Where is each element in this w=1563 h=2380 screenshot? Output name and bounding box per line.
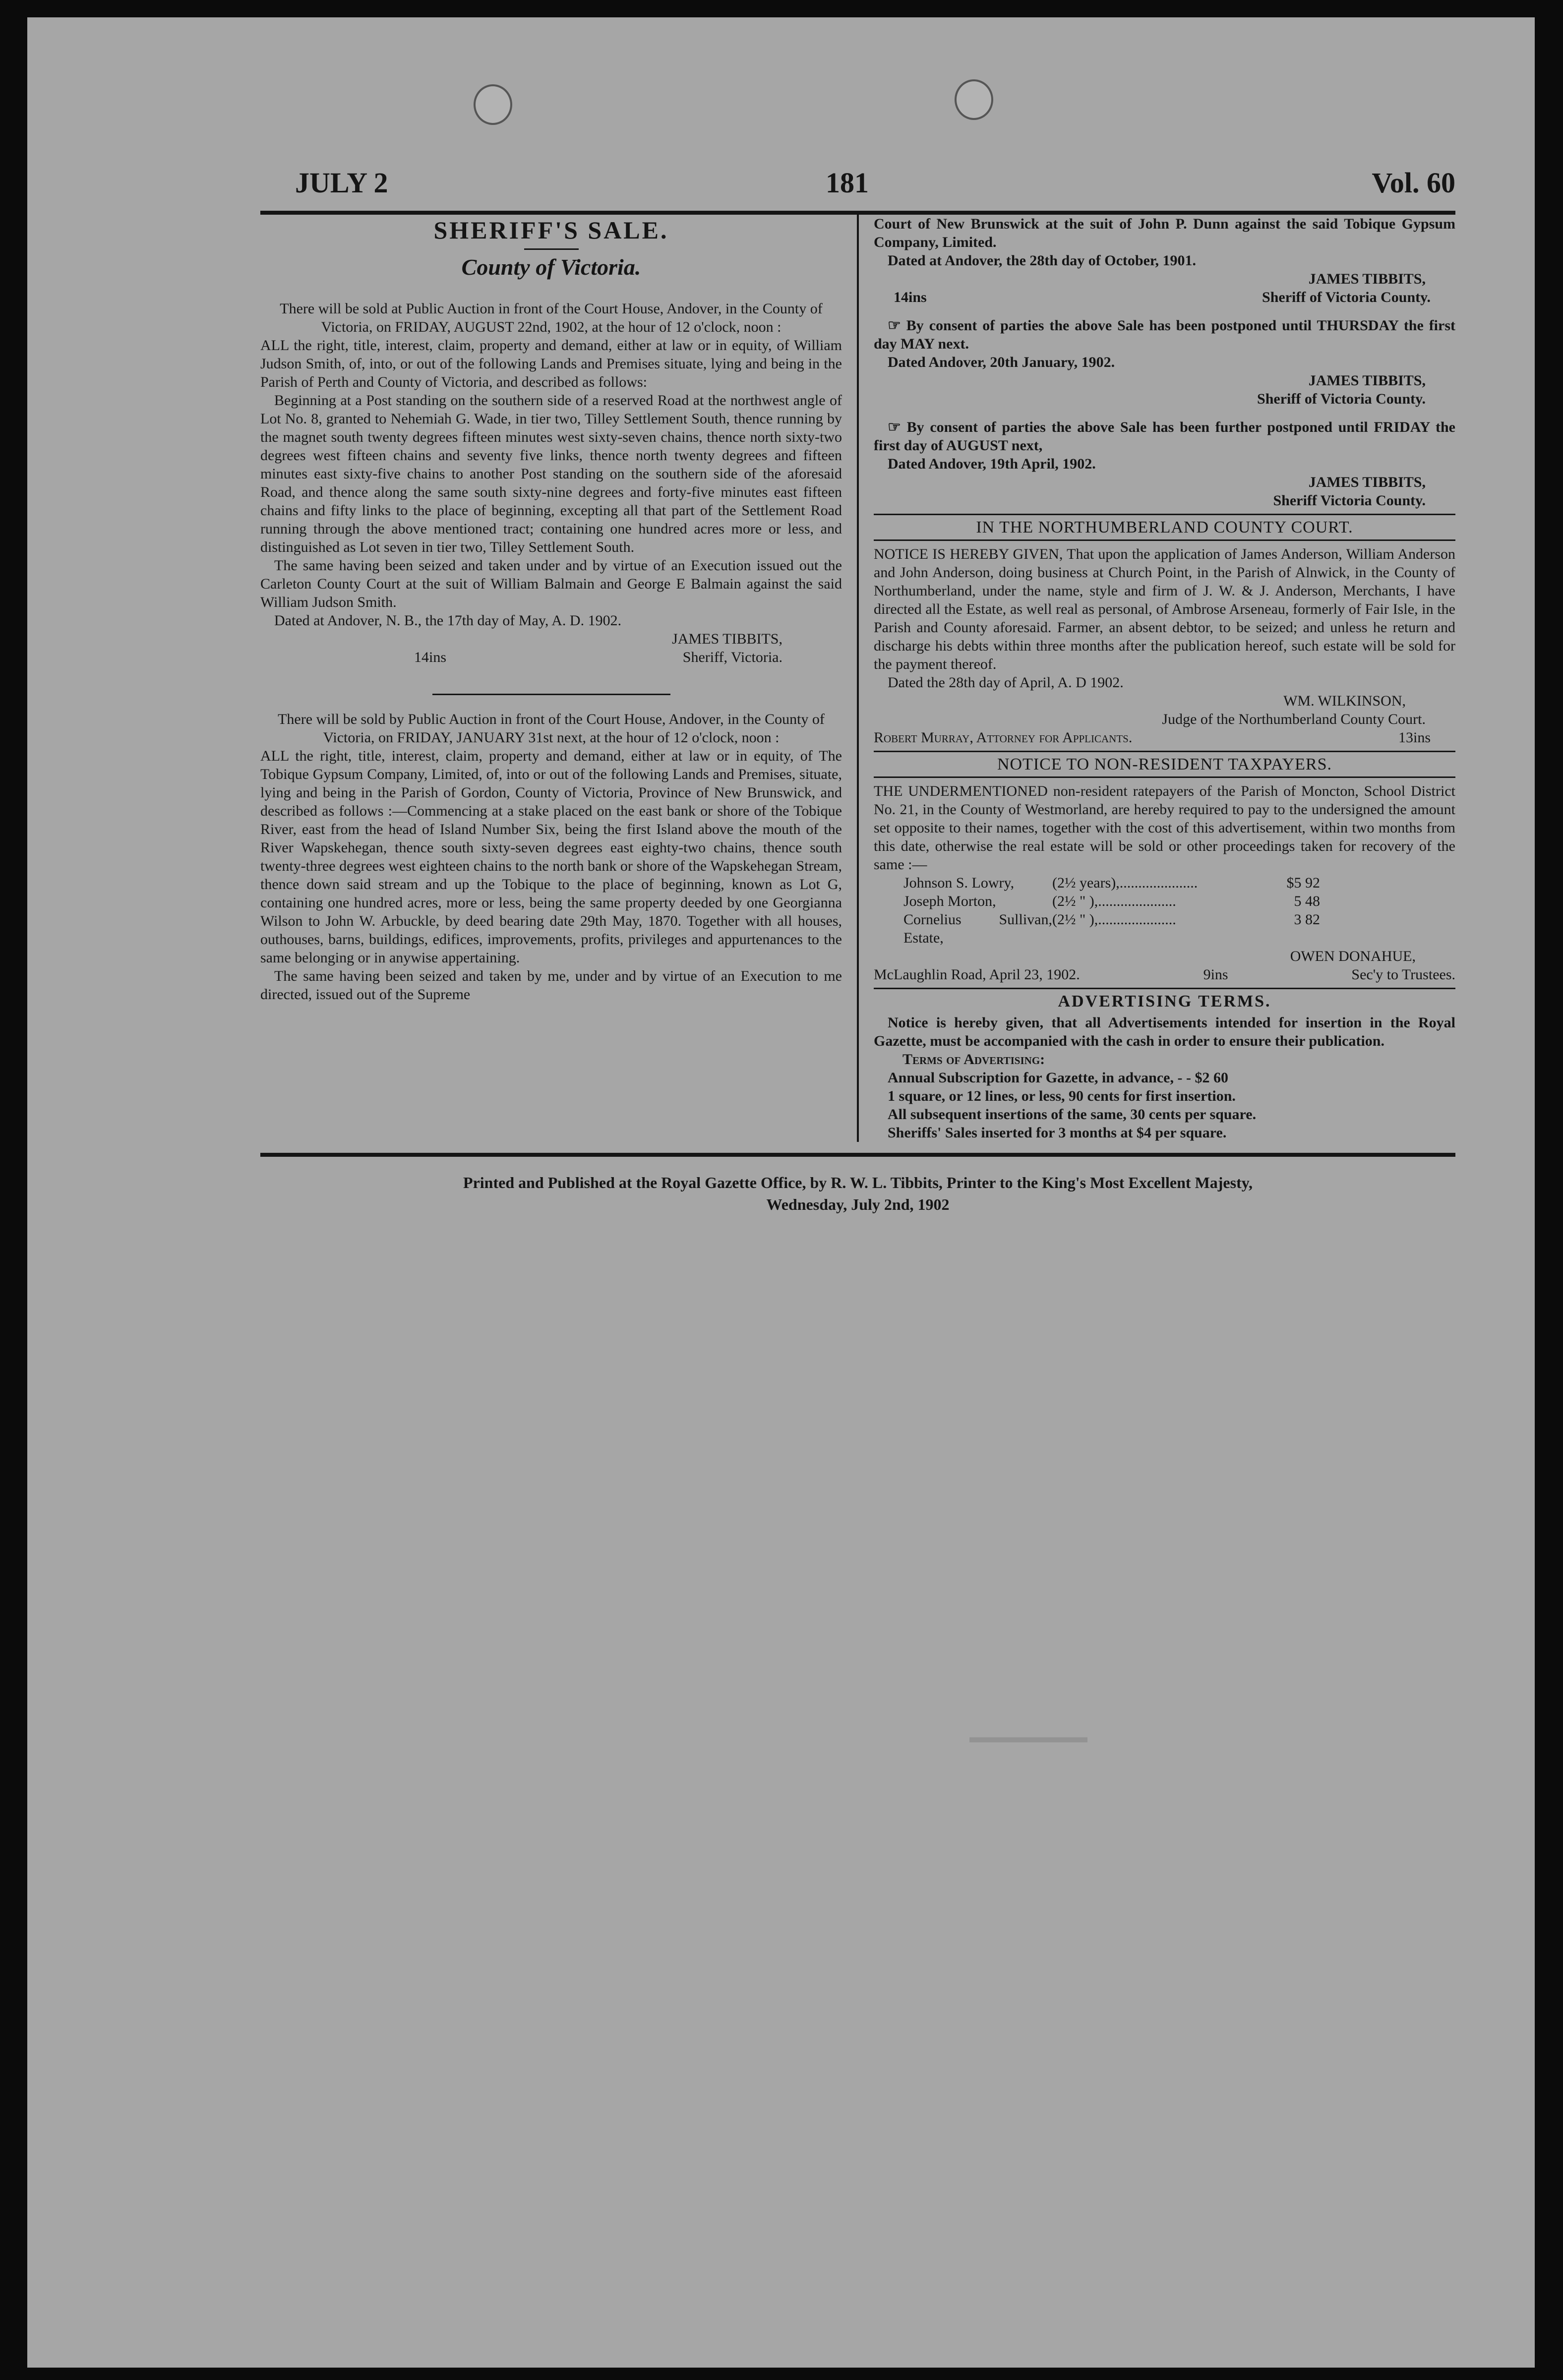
- notice2-p1: ALL the right, title, interest, claim, property and demand, either at law or in equity, of The Tobique Gypsum Company, Limited, of, into or out of the following Lands and Premises, situate, lying and being in the Parish of Gordon, County of Victoria, Province of New Brunswick, and described as follows :—Commencing at a stake placed on the east bank or shore of the Tobique River, east from the head of Island Number Six, being the first Island above the mouth of the River Wapskehegan, thence south sixty-seven degrees east eighty-two chains, thence south twenty-three degrees west eighteen chains to the north bank or shore of the Wapskehegan Stream, thence down said stream and up the Tobique to the place of beginning, known as Lot G, containing one hundred acres, more or less, being the same property deeded by one Georgianna Wilson to John W. Arbuckle, by deed bearing date 29th May, 1870. Together with all houses, outhouses, barns, buildings, edifices, improvements, profits, privileges and appurtenances to the same belonging or in anywise appertaining.: [260, 748, 842, 966]
- tax-row: [874, 892, 1455, 910]
- notice1-dated: Dated at Andover, N. B., the 17th day of May, A. D. 1902.: [274, 612, 622, 629]
- adv-heading: ADVERTISING TERMS.: [1058, 992, 1271, 1011]
- columns: [260, 215, 1455, 1142]
- tax-rule-bottom: [874, 776, 1455, 778]
- tax-row-name: Johnson S. Lowry,: [903, 875, 1015, 891]
- header-page-number: 181: [826, 167, 869, 199]
- notice1-signature-line: [260, 648, 842, 666]
- right-sig1-line: [874, 288, 1455, 306]
- tax-text: THE UNDERMENTIONED non-resident ratepayers of the Parish of Moncton, School District No. 21, in the County of Westmorland, are hereby required to pay to the undersigned the amount set opposite to their names, together with the cost of this advertisement, within two months from this date, otherwise the real estate will be sold or other proceedings taken for recovery of the same :—: [874, 783, 1455, 873]
- notice-divider: [432, 694, 670, 695]
- adv-line3: All subsequent insertions of the same, 30 cents per square.: [888, 1106, 1257, 1123]
- right-sig3-title: Sheriff Victoria County.: [1273, 492, 1426, 509]
- notice2-intro: There will be sold by Public Auction in front of the Court House, Andover, in the County of Victoria, on FRIDAY, JANUARY 31st next, at the hour of 12 o'clock, noon :: [278, 711, 825, 746]
- tax-row-name: Joseph Morton,: [903, 893, 996, 909]
- notice1-ins: 14ins: [414, 649, 447, 665]
- adv-line2: 1 square, or 12 lines, or less, 90 cents for first insertion.: [888, 1088, 1236, 1104]
- pointing-hand-icon: ☞: [888, 419, 907, 435]
- show-through-bleed: ▬▬▬▬▬▬▬: [969, 1728, 1087, 1746]
- right-dated3: Dated Andover, 19th April, 1902.: [888, 456, 1096, 472]
- postponement1: [874, 316, 1455, 353]
- right-ins1: 14ins: [894, 289, 927, 305]
- notice1-p2: Beginning at a Post standing on the southern side of a reserved Road at the northwest angle of Lot No. 8, granted to Nehemiah G. Wade, in tier two, Tilley Settlement South, thence running by the magnet south twenty degrees fifteen minutes west sixty-seven chains, thence north sixty-two degrees west fifteen chains and seventy five links, thence north twenty degrees and fifteen minutes east sixty-five chains to another Post standing on the southern side of the aforesaid Road, and thence along the same south sixty-nine degrees and forty-five minutes east fifteen chains and fifty links to the place of beginning, excepting all that part of the Settlement Road running through the above mentioned tract; containing one hundred acres more or less, and distinguished as Lot seven in tier two, Tilley Settlement South.: [260, 392, 842, 555]
- notice2-p2: The same having been seized and taken by me, under and by virtue of an Execution to me directed, issued out of the Supreme: [260, 968, 842, 1003]
- notice1-signature-name: JAMES TIBBITS,: [672, 631, 782, 647]
- county-subtitle: County of Victoria.: [461, 254, 641, 280]
- left-column: [260, 215, 857, 1142]
- right-sig3-name: JAMES TIBBITS,: [1308, 474, 1426, 490]
- gazette-content: [260, 166, 1455, 1215]
- tax-row-amount: 5 48: [1294, 893, 1320, 909]
- court-attorney: Robert Murray, Attorney for Applicants.: [874, 729, 1133, 746]
- court-attorney-line: [874, 728, 1455, 747]
- header-volume: Vol. 60: [1372, 167, 1455, 199]
- punch-hole-right: [955, 79, 993, 120]
- court-ins: 13ins: [1398, 729, 1431, 746]
- right-sig1-name: JAMES TIBBITS,: [1308, 271, 1426, 287]
- right-continuation: Court of New Brunswick at the suit of John P. Dunn against the said Tobique Gypsum Company, Limited.: [874, 216, 1455, 250]
- footer: [260, 1172, 1455, 1215]
- tax-row-name: Cornelius Sullivan, Estate,: [903, 911, 1052, 946]
- tax-row-years: (2½ years),.....................: [1052, 875, 1198, 891]
- tax-row-amount: 3 82: [1294, 911, 1320, 928]
- adv-text: Notice is hereby given, that all Advertisements intended for insertion in the Royal Gazette, must be accompanied with the cash in order to ensure their publication.: [874, 1014, 1455, 1049]
- postponement2-text: By consent of parties the above Sale has been further postponed until FRIDAY the first day of AUGUST next,: [874, 419, 1455, 454]
- footer-line1: Printed and Published at the Royal Gazette Office, by R. W. L. Tibbits, Printer to the King's Most Excellent Majesty,: [463, 1174, 1253, 1191]
- right-sig2-title: Sheriff of Victoria County.: [1257, 391, 1426, 407]
- notice1-p3: The same having been seized and taken under and by virtue of an Execution issued out the Carleton County Court at the suit of William Balmain and George E Balmain against the said William Judson Smith.: [260, 557, 842, 610]
- right-dated2: Dated Andover, 20th January, 1902.: [888, 354, 1115, 370]
- right-sig1-title: Sheriff of Victoria County.: [1262, 289, 1431, 305]
- postponement1-text: By consent of parties the above Sale has been postponed until THURSDAY the first day MAY next.: [874, 317, 1456, 352]
- sheriff-sale-title: SHERIFF'S SALE.: [433, 216, 669, 244]
- court-dated: Dated the 28th day of April, A. D 1902.: [888, 674, 1124, 691]
- tax-row-amount: $5 92: [1286, 875, 1320, 891]
- notice1-signature-title: Sheriff, Victoria.: [682, 649, 782, 665]
- right-column: [857, 215, 1455, 1142]
- pointing-hand-icon: ☞: [888, 317, 906, 334]
- newspaper-page: [27, 17, 1535, 2368]
- notice1-intro: There will be sold at Public Auction in front of the Court House, Andover, in the County of Victoria, on FRIDAY, AUGUST 22nd, 1902, at the hour of 12 o'clock, noon :: [280, 300, 823, 335]
- tax-row: [874, 910, 1455, 947]
- adv-line4: Sheriffs' Sales inserted for 3 months at $4 per square.: [888, 1125, 1227, 1141]
- punch-hole-left: [474, 84, 512, 125]
- tax-sig-name: OWEN DONAHUE,: [1290, 948, 1416, 964]
- tax-row-years: (2½ " ),.....................: [1052, 893, 1176, 909]
- footer-rule: [260, 1153, 1455, 1157]
- tax-row-years: (2½ " ),.....................: [1052, 911, 1176, 928]
- court-sig-name: WM. WILKINSON,: [1283, 693, 1406, 709]
- court-sig-title: Judge of the Northumberland County Court.: [1162, 711, 1426, 727]
- header-rule: [260, 211, 1455, 215]
- court-rule-bottom: [874, 539, 1455, 541]
- tax-heading: NOTICE TO NON-RESIDENT TAXPAYERS.: [997, 755, 1332, 774]
- tax-row: [874, 874, 1455, 892]
- adv-line1: Annual Subscription for Gazette, in advance, - - $2 60: [888, 1070, 1228, 1086]
- right-dated1: Dated at Andover, the 28th day of October, 1901.: [888, 252, 1196, 269]
- court-heading: IN THE NORTHUMBERLAND COUNTY COURT.: [976, 518, 1353, 536]
- adv-terms-label: Terms of Advertising:: [902, 1051, 1045, 1068]
- right-sig2-name: JAMES TIBBITS,: [1308, 372, 1426, 389]
- court-text: NOTICE IS HEREBY GIVEN, That upon the application of James Anderson, William Anderson and John Anderson, doing business at Church Point, in the Parish of Alnwick, in the County of Northumberland, under the name, style and firm of J. W. & J. Anderson, Merchants, I have directed all the Estate, as well real as personal, of Ambrose Arseneau, formerly of Fair Isle, in the Parish and County aforesaid. Farmer, an absent debtor, to be seized; and unless he return and discharge his debts within three months after the publication hereof, such estate will be sold for the payment thereof.: [874, 546, 1455, 672]
- page-header: [260, 166, 1455, 211]
- header-date: JULY 2: [295, 167, 388, 199]
- footer-line2: Wednesday, July 2nd, 1902: [766, 1195, 950, 1213]
- notice1-p1: ALL the right, title, interest, claim, property and demand, either at law or in equity, of William Judson Smith, of, into, or out of the following Lands and Premises situate, lying and being in the Parish of Perth and County of Victoria, and described as follows:: [260, 337, 842, 390]
- tax-sig-title: Sec'y to Trustees.: [1351, 966, 1455, 983]
- tax-ins: 9ins: [1203, 966, 1228, 983]
- tax-sig-line: [874, 965, 1455, 984]
- tax-place: McLaughlin Road, April 23, 1902.: [874, 966, 1080, 983]
- postponement2: [874, 418, 1455, 455]
